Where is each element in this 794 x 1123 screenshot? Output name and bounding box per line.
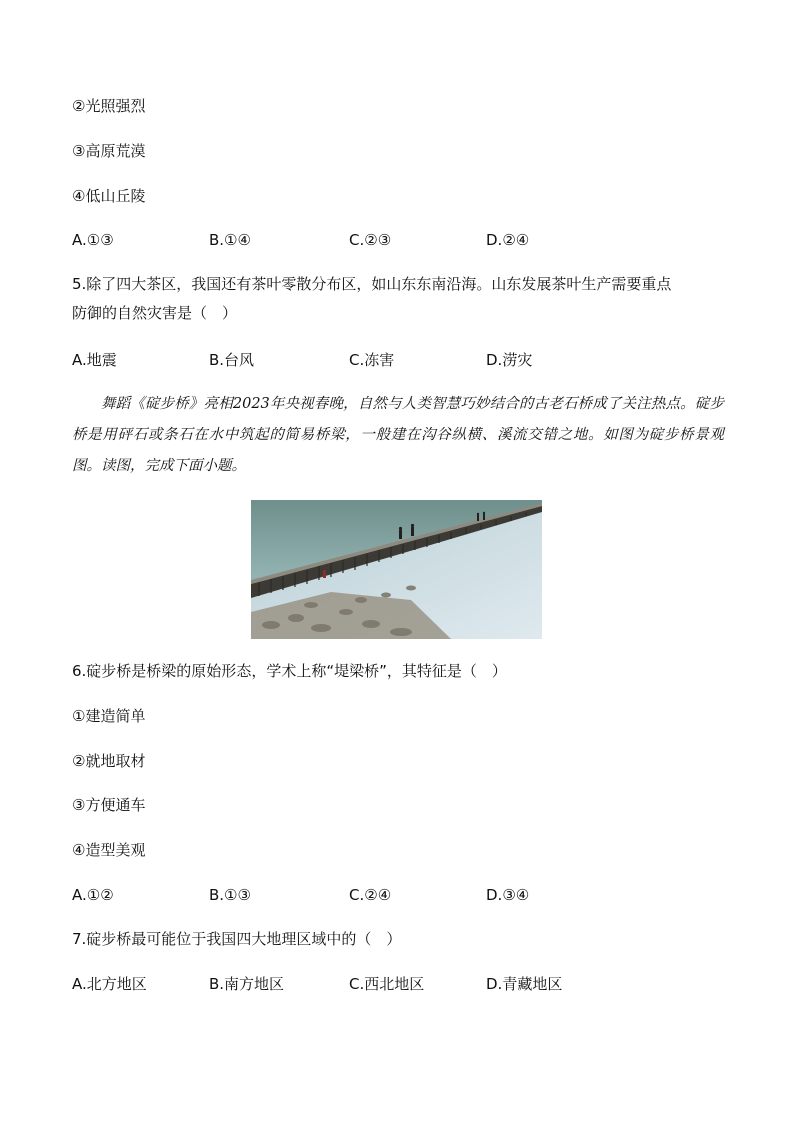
q6-option-b: B.①③ xyxy=(209,886,251,904)
q4-option-a: A.①③ xyxy=(72,231,114,249)
q7-stem: 7.碇步桥最可能位于我国四大地理区域中的（ ） xyxy=(72,930,402,948)
q4-item-2: ②光照强烈 xyxy=(72,97,146,115)
q7-option-c: C.西北地区 xyxy=(349,975,425,993)
q5-options xyxy=(72,349,722,371)
q5-option-a: A.地震 xyxy=(72,351,117,369)
q4-item-4: ④低山丘陵 xyxy=(72,187,146,205)
q6-option-c: C.②④ xyxy=(349,886,392,904)
q6-stem: 6.碇步桥是桥梁的原始形态，学术上称“堤梁桥”，其特征是（ ） xyxy=(72,662,507,680)
q5-stem-line1: 5.除了四大茶区，我国还有茶叶零散分布区，如山东东南沿海。山东发展茶叶生产需要重点 xyxy=(72,275,672,293)
q6-item-4: ④造型美观 xyxy=(72,841,146,859)
q7-option-b: B.南方地区 xyxy=(209,975,285,993)
q6-option-d: D.③④ xyxy=(486,886,530,904)
q6-options xyxy=(72,884,722,906)
q6-item-2: ②就地取材 xyxy=(72,752,146,770)
q6-item-1: ①建造简单 xyxy=(72,707,146,725)
q4-option-c: C.②③ xyxy=(349,231,392,249)
q7-option-a: A.北方地区 xyxy=(72,975,147,993)
q7-option-d: D.青藏地区 xyxy=(486,975,563,993)
q5-stem-line2: 防御的自然灾害是（ ） xyxy=(72,304,238,322)
q6-item-3: ③方便通车 xyxy=(72,796,146,814)
q6-option-a: A.①② xyxy=(72,886,114,904)
q4-item-3: ③高原荒漠 xyxy=(72,142,146,160)
q4-options xyxy=(72,229,722,251)
q4-option-b: B.①④ xyxy=(209,231,251,249)
q5-option-d: D.涝灾 xyxy=(486,351,533,369)
reading-passage: 舞蹈《碇步桥》亮相2023年央视春晚，自然与人类智慧巧妙结合的古老石桥成了关注热点。碇步桥是用砰石或条石在水中筑起的简易桥梁，一般建在沟谷纵横、溪流交错之地。如图为碇步桥景观图。读图，完成下面小题。 xyxy=(72,396,724,474)
q5-option-c: C.冻害 xyxy=(349,351,395,369)
q4-option-d: D.②④ xyxy=(486,231,530,249)
stepping-stone-bridge-photo xyxy=(251,500,542,639)
q5-option-b: B.台风 xyxy=(209,351,255,369)
q7-options xyxy=(72,973,722,995)
